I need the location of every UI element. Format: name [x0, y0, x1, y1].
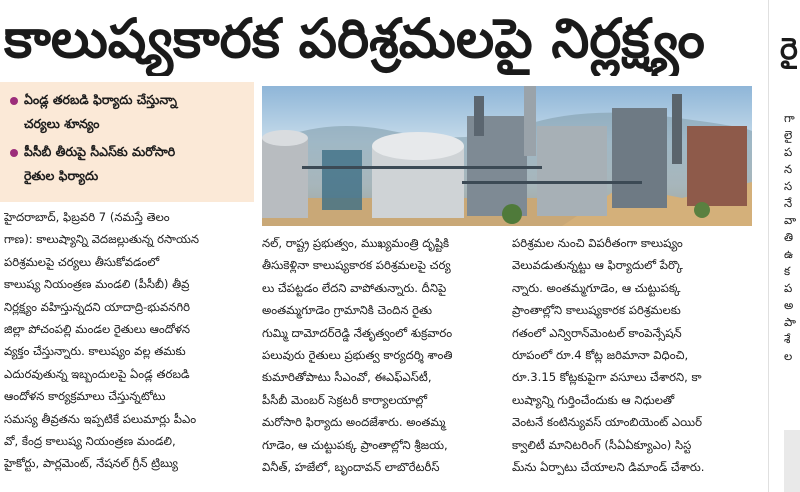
article-line: పలువురు రైతులు ప్రభుత్వ కార్యదర్శి శాంతి — [262, 348, 453, 363]
article-line: లై — [784, 128, 793, 142]
article-line: తీసుకెళ్లినా కాలుష్యకారక పరిశ్రమలపై చర్య — [262, 258, 451, 273]
bullet-dot-icon — [10, 149, 18, 157]
article-line: నల్, రాష్ట్ర ప్రభుత్వం, ముఖ్యమంత్రి దృష్టికి — [262, 236, 450, 250]
article-line: పరిశ్రమలపై చర్యలు తీసుకోవడంలో — [4, 254, 160, 269]
article-line: జిల్లా పోచంపల్లి మండల రైతులు ఆందోళన — [4, 322, 191, 337]
column-divider — [768, 0, 769, 492]
article-line: సమస్య తీవ్రతను ఇప్పటికే పలుమార్లు పీఎం — [4, 411, 197, 426]
article-line: ప్రాంతాల్లోని కాలుష్యకారక పరిశ్రమలకు — [512, 303, 681, 318]
article-line: ఎదురవుతున్న ఇబ్బందులపై ఏండ్ల తరబడి — [4, 366, 190, 381]
article-line: కుమారితోపాటు సీఎంవో, ఈఎఫ్ఎస్‌టీ, — [262, 370, 432, 385]
factory-illustration — [262, 86, 752, 226]
article-line: గాణ): కాలుష్యాన్ని వెదజల్లుతున్న రసాయన — [4, 232, 200, 247]
highlights-box — [0, 82, 254, 202]
bullet-dot-icon — [10, 97, 18, 105]
highlight-line: ఏండ్ల తరబడి ఫిర్యాదు చేస్తున్నా — [24, 92, 177, 107]
highlight-line: పీసీబీ తీరుపై సీఎస్‌కు మరోసారి — [24, 144, 176, 159]
article-line: పరిశ్రమల నుంచి విపరీతంగా కాలుష్యం — [512, 236, 683, 250]
article-line: వా — [784, 213, 797, 227]
headline: కాలుష్యకారక పరిశ్రమలపై నిర్లక్ష్యం — [4, 7, 705, 70]
article-line: వెలువడుతున్నట్టు ఆ ఫిర్యాదులో పేర్కొ — [512, 258, 683, 273]
article-line: మరోసారి ఫిర్యాదు అందజేశారు. అంతమ్మ — [262, 415, 446, 430]
adjacent-article-box — [784, 430, 800, 492]
article-line: ల — [784, 349, 793, 363]
highlight-item — [10, 140, 246, 188]
article-line: గూడెం, ఆ చుట్టుపక్క ప్రాంతాల్లోని శ్రీజయ, — [262, 437, 448, 452]
article-line: అంతమ్మగూడెం గ్రామానికి చెందిన రైతు — [262, 303, 433, 318]
article-line: శే — [784, 332, 791, 346]
article-line: పా — [784, 315, 796, 329]
article-column-3 — [512, 232, 752, 488]
highlight-line: రైతుల ఫిర్యాదు — [24, 168, 99, 183]
article-line: మ్‌ను ఏర్పాటు చేయాలని డిమాండ్ చేశారు. — [512, 460, 705, 475]
article-line: క — [784, 264, 791, 278]
article-line: గా — [784, 111, 795, 125]
article-line: లుష్యాన్ని గుర్తించేందుకు ఆ నిధులతో — [512, 392, 675, 407]
article-line: హైదరాబాద్, ఫిబ్రవరి 7 (నమస్తే తెలం — [4, 210, 170, 224]
article-column-1 — [4, 206, 254, 486]
article-line: కాలుష్య నియంత్రణ మండలి (పీసీబీ) తీవ్ర — [4, 277, 190, 292]
article-line: గతంలో ఎన్విరాన్‌మెంటల్ కాంపెన్సేషన్ — [512, 325, 682, 340]
article-line: న — [784, 162, 793, 176]
article-line: స — [784, 179, 793, 193]
article-line: ప — [784, 145, 793, 159]
article-line: వెంటనే కంటిన్యువస్ యాంబియెంట్ ఎయిర్ — [512, 415, 702, 430]
article-line: న్నారు. అంతమ్మగూడెం, ఆ చుట్టుపక్క — [512, 280, 681, 295]
article-line: రూ.3.15 కోట్లకుపైగా వసూలు చేశారని, కా — [512, 370, 702, 385]
article-line: అ — [784, 298, 794, 312]
article-line: క్వాలిటీ మానిటరింగ్ (సీఏఏక్యూఎం) సిస్ట — [512, 437, 692, 452]
article-line: లు చేపట్టడం లేదని వాపోతున్నారు. దీనిపై — [262, 280, 447, 295]
adjacent-article-column — [784, 110, 800, 410]
article-line: పీసీబీ మెంబర్ సెక్రటరీ కార్యాలయాల్లో — [262, 392, 428, 407]
article-line: వో, కేంద్ర కాలుష్య నియంత్రణ మండలి, — [4, 434, 176, 449]
article-line: రూపంలో రూ.4 కోట్ల జరిమానా విధించి, — [512, 348, 689, 363]
article-line: వినీత్, హజేలో, బృందావన్ లాబొరేటరీస్ — [262, 460, 440, 475]
article-line: నే — [784, 196, 793, 210]
article-column-2 — [262, 232, 502, 488]
article-line: ఉ — [784, 247, 794, 261]
article-line: గుమ్మి దామోదర్‌రెడ్డి నేతృత్వంలో శుక్రవారం — [262, 325, 453, 340]
article-line: వ్యక్తం చేస్తున్నారు. కాలుష్యం వల్ల తమకు — [4, 344, 186, 359]
adjacent-article-headline: రై — [780, 32, 798, 67]
article-line: తి — [784, 230, 794, 244]
highlight-line: చర్యలు శూన్యం — [24, 116, 100, 131]
article-line: ఆందోళన కార్యక్రమాలు చేస్తున్నటోటు — [4, 389, 166, 404]
highlight-item — [10, 88, 246, 136]
factory-photo — [262, 86, 752, 226]
article-line: ప — [784, 281, 793, 295]
article-line: హైకోర్టు, పార్లమెంట్, నేషనల్ గ్రీన్ ట్రిబ్యు — [4, 456, 178, 471]
article-line: నిర్లక్ష్యం వహిస్తున్నదని యాదాద్రి-భువనగిరి — [4, 299, 191, 314]
